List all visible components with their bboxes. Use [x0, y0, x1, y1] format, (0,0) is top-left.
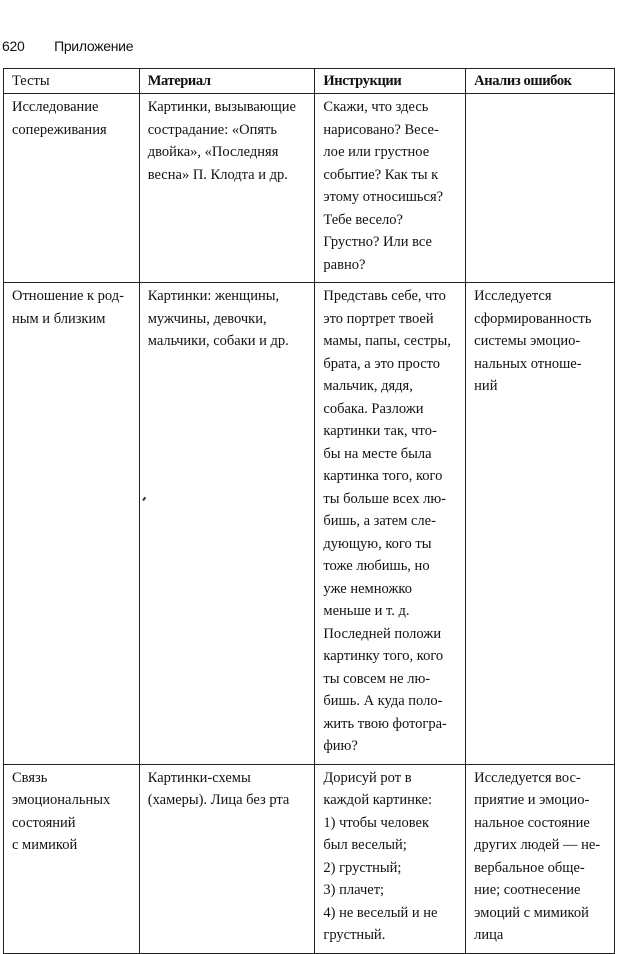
cell-line: Скажи, что здесь: [323, 99, 429, 115]
cell-line: весна» П. Клодта и др.: [147, 166, 288, 183]
cell-line: Картинки-схемы: [147, 769, 251, 786]
cell-analysis: [466, 764, 615, 953]
cell-material: [139, 283, 315, 765]
table-header-row: [4, 69, 615, 94]
cell-line: ты совсем не лю-: [323, 670, 431, 687]
column-header-tests: Тесты: [4, 69, 140, 94]
cell-line: дующую, кого ты: [323, 535, 432, 552]
cell-line: системы эмоцио-: [474, 333, 581, 349]
cell-line: приятие и эмоцио-: [474, 792, 590, 808]
cell-material: [139, 94, 315, 283]
table-row: [4, 283, 615, 765]
page-header: [2, 38, 133, 54]
cell-line: Отношение к род-: [12, 288, 124, 304]
cell-line: мамы, папы, сестры,: [323, 333, 451, 349]
cell-line: ным и близким: [12, 310, 106, 327]
cell-line: ний: [474, 378, 498, 394]
cell-line: двойка», «Последняя: [147, 144, 279, 160]
cell-line: Картинки: женщины,: [147, 288, 280, 304]
cell-line: эмоций с мимикой: [474, 904, 589, 921]
column-header-material: Материал: [139, 69, 315, 94]
cell-test: [4, 94, 140, 283]
cell-line: сопереживания: [12, 121, 107, 138]
cell-line: лица: [474, 927, 504, 943]
cell-line: событие? Как ты к: [323, 166, 439, 183]
cell-line: других людей — не-: [474, 837, 601, 853]
cell-line: Исследуется: [474, 288, 552, 304]
cell-line: состояний: [12, 814, 76, 831]
cell-line: каждой картинке:: [323, 792, 433, 808]
cell-instructions: [315, 764, 466, 953]
cell-line: сострадание: «Опять: [147, 121, 277, 138]
cell-line: картинки так, что-: [323, 423, 437, 439]
cell-line: был веселый;: [323, 837, 407, 853]
table-row: [4, 94, 615, 283]
appendix-table: [3, 68, 615, 954]
cell-test: [4, 764, 140, 953]
cell-line: лое или грустное: [323, 144, 430, 160]
cell-line: 2) грустный;: [323, 859, 402, 876]
column-header-instructions: Инструкции: [315, 69, 466, 94]
page-number: 620: [2, 38, 25, 54]
cell-line: с мимикой: [12, 837, 78, 853]
cell-line: Грустно? Или все: [323, 234, 432, 250]
cell-line: нальное состояние: [474, 814, 590, 831]
cell-line: нальных отноше-: [474, 355, 582, 372]
cell-line: уже немножко: [323, 580, 412, 597]
section-title: Приложение: [54, 38, 134, 54]
cell-line: 4) не веселый и не: [323, 904, 438, 921]
cell-line: мальчики, собаки и др.: [147, 333, 289, 349]
cell-line: (хамеры). Лица без рта: [147, 792, 290, 808]
cell-line: ты больше всех лю-: [323, 490, 447, 507]
cell-line: нарисовано? Весе-: [323, 121, 439, 138]
cell-analysis: [466, 283, 615, 765]
cell-material: [139, 764, 315, 953]
column-header-error-analysis: Анализ ошибок: [466, 69, 615, 94]
cell-line: тоже любишь, но: [323, 558, 430, 574]
cell-line: эмоциональных: [12, 792, 111, 808]
cell-line: картинка того, кого: [323, 468, 443, 484]
cell-line: мужчины, девочки,: [147, 310, 267, 327]
cell-instructions: [315, 94, 466, 283]
cell-line: Связь: [12, 769, 48, 786]
cell-line: бишь. А куда поло-: [323, 693, 443, 709]
cell-line: брата, а это просто: [323, 355, 441, 372]
cell-line: этому относишься?: [323, 189, 444, 205]
cell-line: 1) чтобы человек: [323, 814, 429, 831]
cell-line: Картинки, вызывающие: [147, 99, 296, 115]
cell-line: фию?: [323, 738, 358, 754]
cell-line: жить твою фотогра-: [323, 715, 447, 732]
cell-line: Тебе весело?: [323, 211, 403, 228]
cell-line: Дорисуй рот в: [323, 769, 412, 786]
cell-line: 3) плачет;: [323, 882, 385, 898]
cell-line: бишь, а затем сле-: [323, 513, 436, 529]
cell-instructions: [315, 283, 466, 765]
table-row: [4, 764, 615, 953]
cell-line: сформированность: [474, 310, 592, 327]
cell-line: собака. Разложи: [323, 400, 424, 417]
cell-line: Исследуется вос-: [474, 769, 581, 786]
cell-analysis: [466, 94, 615, 283]
cell-line: Последней положи: [323, 625, 442, 642]
cell-line: меньше и т. д.: [323, 603, 410, 619]
cell-line: Исследование: [12, 99, 99, 115]
cell-line: равно?: [323, 256, 366, 273]
cell-line: это портрет твоей: [323, 310, 434, 327]
cell-line: мальчик, дядя,: [323, 378, 413, 394]
cell-line: вербальное обще-: [474, 859, 585, 876]
cell-line: грустный.: [323, 927, 386, 943]
cell-test: [4, 283, 140, 765]
cell-line: ние; соотнесение: [474, 882, 581, 898]
cell-line: бы на месте была: [323, 445, 432, 462]
cell-line: Представь себе, что: [323, 288, 446, 304]
cell-line: картинку того, кого: [323, 648, 444, 664]
